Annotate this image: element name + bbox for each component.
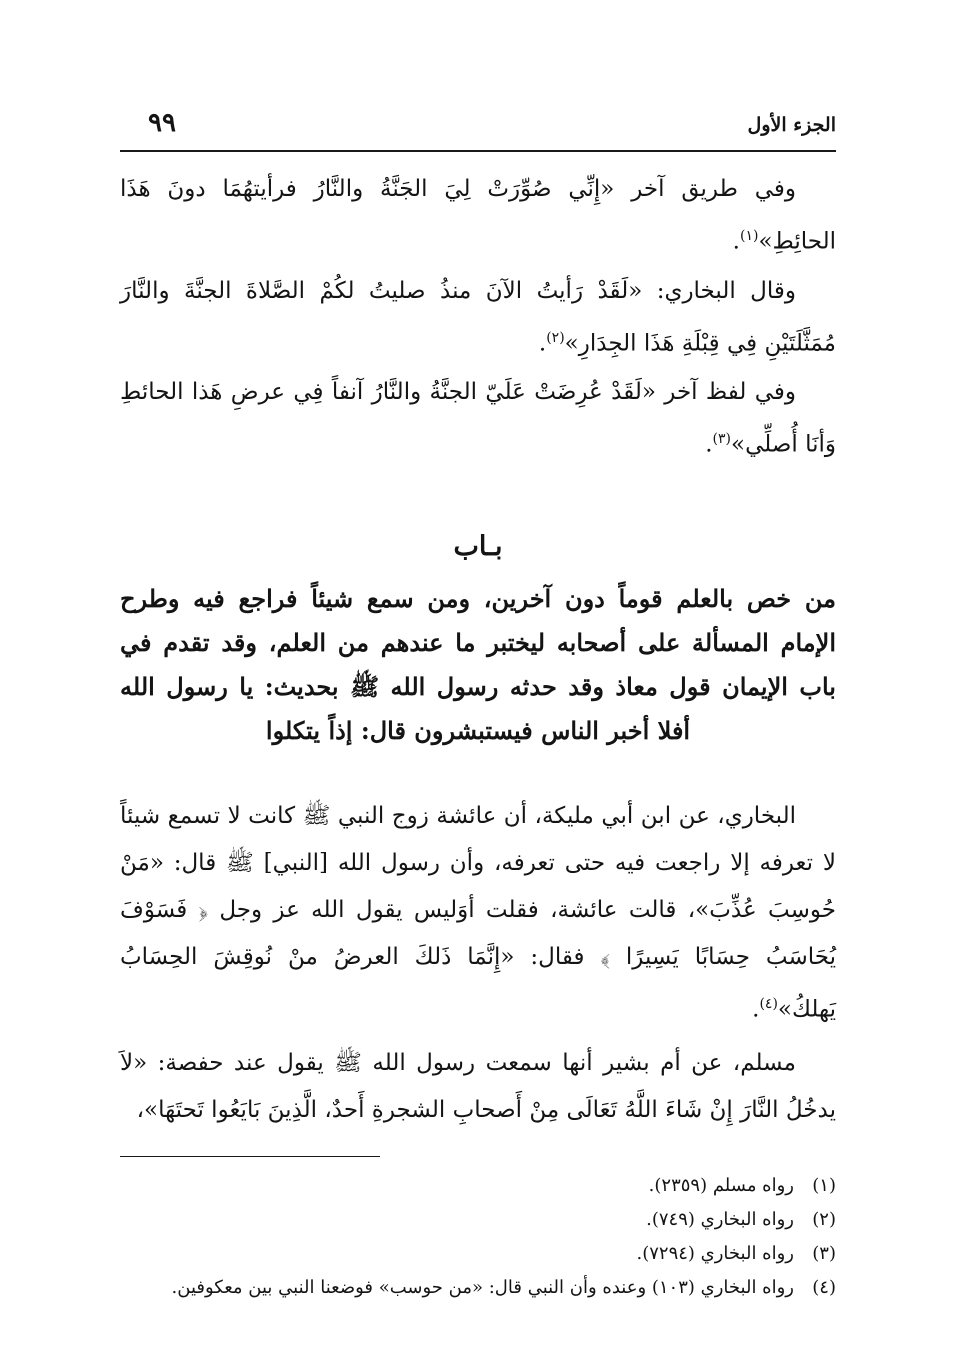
page-number: ٩٩ xyxy=(148,108,176,138)
chapter-title: من خص بالعلم قوماً دون آخرين، ومن سمع شيئاً فراجع فيه وطرح الإمام المسألة على أصحابه ليختبر ما عندهم من العلم، وقد تقدم في باب الإيمان قول معاذ وقد حدثه رسول الله ﷺ بحديث: يا رسول الله أفلا أخبر الناس فيستبشرون قال: إذاً يتكلوا xyxy=(120,583,836,745)
footnote-text: رواه مسلم (٢٣٥٩). xyxy=(648,1174,794,1196)
paragraph-tail: . xyxy=(752,996,760,1023)
footnote xyxy=(120,1237,836,1271)
footnote-reference: (٢) xyxy=(546,329,565,346)
paragraph xyxy=(120,793,836,1034)
paragraph-text: وفي طريق آخر «إِنِّي صُوِّرَتْ لِيَ الجَنَّةُ والنَّارُ فرأيتهُمَا دونَ هَذَا الحائِطِ» xyxy=(120,176,836,255)
footnote-number: (٣) xyxy=(812,1242,836,1264)
book-page xyxy=(120,100,836,1305)
paragraph xyxy=(120,268,836,368)
paragraph xyxy=(120,369,836,469)
footnote-reference: (٤) xyxy=(759,995,778,1012)
footnote-number: (٢) xyxy=(812,1208,836,1230)
paragraph xyxy=(120,166,836,266)
running-head: الجزء الأول xyxy=(747,114,836,136)
paragraph-text: البخاري، عن ابن أبي مليكة، أن عائشة زوج النبي ﷺ كانت لا تسمع شيئاً لا تعرفه إلا راجعت فيه حتى تعرفه، وأن رسول الله [النبي] ﷺ قال: «مَنْ حُوسِبَ عُذِّبَ»، قالت عائشة، فقلت أوَليس يقول الله عز وجل ﴿ فَسَوْفَ يُحَاسَبُ حِسَابًا يَسِيرًا ﴾ فقال: «إِنَّمَا ذَلكَ العرضُ منْ نُوقِشَ الحِسَابُ يَهلكُ» xyxy=(120,802,836,1023)
footnote-text: رواه البخاري (٧٤٩). xyxy=(646,1208,794,1230)
footnote-divider xyxy=(120,1156,380,1157)
page-header xyxy=(120,100,836,152)
footnote xyxy=(120,1169,836,1203)
footnote-reference: (١) xyxy=(739,228,759,244)
paragraph-tail: . xyxy=(705,431,713,458)
footnote-text: رواه البخاري (١٠٣) وعنده وأن النبي قال: «من حوسب» فوضعنا النبي بين معكوفين. xyxy=(171,1276,794,1298)
chapter-heading: بـاب xyxy=(453,530,503,562)
paragraph-tail: . xyxy=(538,330,547,357)
paragraph-text: مسلم، عن أم بشير أنها سمعت رسول الله ﷺ يقول عند حفصة: «لاَ يدخُلُ النَّارَ إِنْ شَاءَ اللَّهُ تَعَالَى مِنْ أَصحابِ الشجرةِ أَحدٌ، الَّذِينَ بَايَعُوا تَحتَهَا»، xyxy=(120,1049,836,1123)
footnote-number: (٤) xyxy=(812,1276,836,1298)
footnote-text: رواه البخاري (٧٢٩٤). xyxy=(636,1242,794,1264)
footnote xyxy=(120,1203,836,1237)
paragraph-text: وقال البخاري: «لَقَدْ رَأيتُ الآنَ منذُ صليتُ لكُمْ الصَّلاةَ الجنَّةَ والنَّارَ مُمَثَّلَتَيْنِ فِي قِبْلَةِ هَذَا الجِدَارِ» xyxy=(120,277,836,357)
paragraph-tail: . xyxy=(732,228,740,255)
paragraph xyxy=(120,1040,836,1134)
footnote-reference: (٣) xyxy=(712,431,731,448)
footnote xyxy=(120,1271,836,1305)
footnotes xyxy=(120,1169,836,1305)
paragraph-text: وفي لفظ آخر «لَقَدْ عُرِضَتْ عَلَيّ الجنَّةُ والنَّارُ آنفاً فِي عرضِ هَذا الحائطِ وَأنَا أُصلِّي» xyxy=(120,379,836,458)
footnote-number: (١) xyxy=(812,1174,836,1196)
